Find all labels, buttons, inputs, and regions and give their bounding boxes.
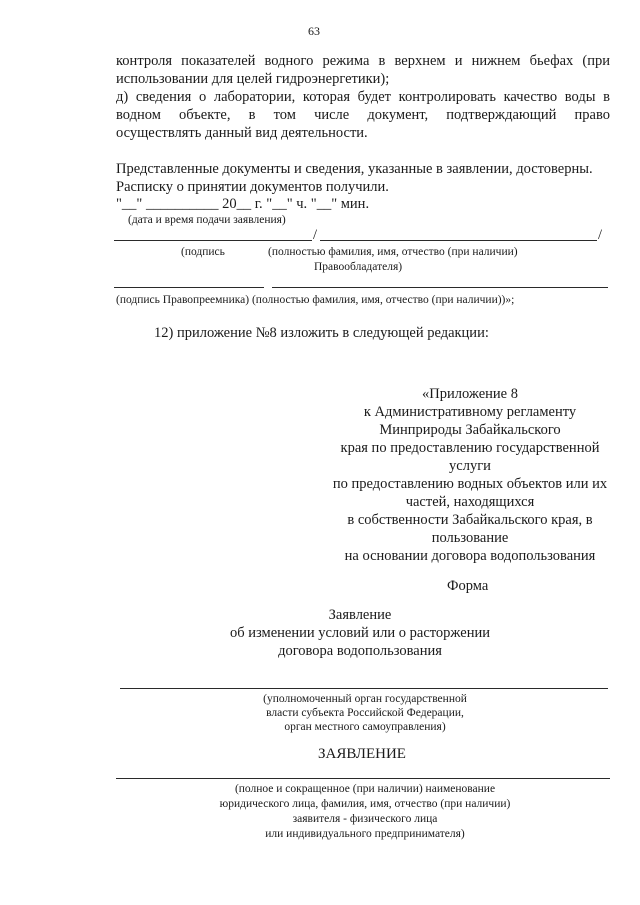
successor-name-underline (272, 287, 608, 288)
caption-rightholder: Правообладателя) (314, 261, 403, 273)
top-paragraphs (116, 52, 610, 142)
paragraph-line: контроля показателей водного режима в верхнем и нижнем бьефах (при (116, 53, 610, 69)
slash-separator: / (598, 227, 603, 243)
applicant-caption (180, 782, 550, 842)
caption-signature: (подпись (181, 246, 225, 258)
authority-underline (120, 688, 608, 689)
paragraph-line: использовании для целей гидроэнергетики); (116, 71, 390, 87)
appendix-line: «Приложение 8 (422, 386, 518, 402)
paragraph-line: осуществлять данный вид деятельности. (116, 125, 368, 141)
caption-full-name: (полностью фамилия, имя, отчество (при наличии) (268, 246, 518, 258)
statement-title-line: об изменении условий или о расторжении (230, 625, 490, 641)
applicant-caption-line: или индивидуального предпринимателя) (265, 828, 465, 840)
item-12: 12) приложение №8 изложить в следующей редакции: (154, 325, 489, 341)
appendix-line: в собственности Забайкальского края, в (347, 512, 593, 528)
paragraph-line: д) сведения о лаборатории, которая будет контролировать качество воды в (116, 89, 610, 105)
page-number: 63 (308, 24, 320, 38)
applicant-caption-line: юридического лица, фамилия, имя, отчество (при наличии) (219, 798, 511, 810)
appendix-line: Минприроды Забайкальского (379, 422, 561, 438)
applicant-underline (116, 778, 610, 779)
statement-title-line: договора водопользования (278, 643, 442, 659)
authority-caption-line: орган местного самоуправления) (284, 721, 446, 733)
date-caption: (дата и время подачи заявления) (128, 214, 286, 226)
appendix-line: частей, находящихся (405, 494, 535, 510)
signature-underline (114, 240, 312, 241)
appendix-line: края по предоставлению государственной (340, 440, 600, 456)
statement-title-line: Заявление (328, 607, 392, 623)
name-underline (320, 240, 597, 241)
authority-caption-line: власти субъекта Российской Федерации, (266, 707, 464, 719)
authority-caption (210, 692, 520, 734)
date-time-line: "__" __________ 20__ г. "__" ч. "__" мин. (116, 196, 370, 212)
appendix-line: пользование (431, 530, 509, 546)
appendix-line: на основании договора водопользования (344, 548, 596, 564)
appendix-line: по предоставлению водных объектов или их (332, 476, 608, 492)
appendix-line: услуги (449, 458, 491, 474)
zayavlenie-heading: ЗАЯВЛЕНИЕ (318, 746, 406, 762)
applicant-caption-line: (полное и сокращенное (при наличии) наименование (234, 783, 496, 795)
appendix-line: к Административному регламенту (363, 404, 577, 420)
confirmation-line-1: Представленные документы и сведения, указанные в заявлении, достоверны. (116, 161, 593, 177)
appendix-header (320, 385, 620, 565)
paragraph-line: водном объекте, в том числе документ, подтверждающий право (116, 107, 610, 123)
statement-title (200, 606, 520, 660)
authority-caption-line: (уполномоченный орган государственной (263, 693, 467, 705)
caption-successor: (подпись Правопреемника) (полностью фамилия, имя, отчество (при наличии))»; (116, 294, 515, 306)
successor-signature-underline (114, 287, 264, 288)
confirmation-line-2: Расписку о принятии документов получили. (116, 179, 389, 195)
form-label: Форма (447, 578, 489, 594)
slash-separator: / (313, 227, 318, 243)
applicant-caption-line: заявителя - физического лица (292, 813, 438, 825)
